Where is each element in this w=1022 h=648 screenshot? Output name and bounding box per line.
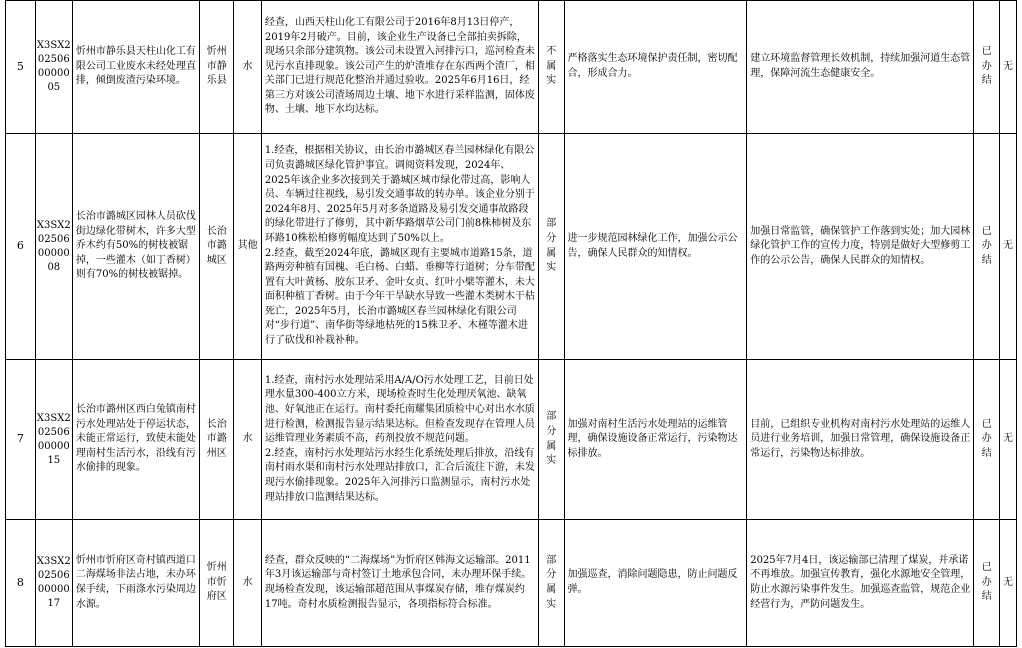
problem-description: 长治市潞州区西白兔镇南村污水处理站处于停运状态，未能正常运行，致使未能处理南村生活污水，沿线有污水偷排的现象。: [72, 360, 199, 520]
problem-description: 忻州市忻府区奇村镇西道口二海煤场非法占地，未办环保手续，下雨涤水污染周边水源。: [72, 520, 199, 647]
findings-paragraph: 经查，群众反映的“二海煤场”为忻府区韩海文运输部。2011年3月该运输部与奇村签订土地承包合同，未办理环保手续。现场检查发现，该运输部超范围从事煤炭存储，堆存煤炭约17吨。奇村水质检测报告显示，各项指标符合标准。: [264, 554, 532, 610]
status: 已办结: [974, 134, 999, 360]
case-code: X3SX2025060000015: [35, 360, 72, 520]
table-row: [6, 1, 1017, 134]
case-code: X3SX2025060000008: [35, 134, 72, 360]
investigation-findings: [261, 1, 538, 134]
table-row: [6, 134, 1017, 360]
rectification-measures: 加强对南村生活污水处理站的运维管理，确保设施设备正常运行，污染物达标排放。: [564, 360, 747, 520]
long-term-mechanism: 加强日常监管，确保管护工作落到实处；加大园林绿化管护工作的宣传力度，特别是做好大型修剪工作的公示公告，确保人民群众的知情权。: [747, 134, 974, 360]
rectification-measures: 进一步规范园林绿化工作，加强公示公告，确保人民群众的知情权。: [564, 134, 747, 360]
pollution-type: 水: [234, 360, 262, 520]
pollution-type: 水: [234, 1, 262, 134]
pollution-type: 其他: [234, 134, 262, 360]
rectification-measures: 严格落实生态环境保护责任制，密切配合，形成合力。: [564, 1, 747, 134]
problem-description: 忻州市静乐县天柱山化工有限公司工业废水未经处理直排，倾倒废渣污染环境。: [72, 1, 199, 134]
verdict: 部分属实: [539, 134, 564, 360]
investigation-findings: [261, 360, 538, 520]
long-term-mechanism: 2025年7月4日，该运输部已清理了煤炭，并承诺不再堆放。加强宣传教育，强化水源地安全管理，防止水源污染事件发生。加强巡查监管，规范企业经营行为，严防问题发生。: [747, 520, 974, 647]
findings-paragraph: 1.经查，南村污水处理站采用A/A/O污水处理工艺，目前日处理水量300-400立方米，现场检查时生化处理厌氧池、缺氧池、好氧池正在运行。南村委托南耀集团质检中心对出水水质进行检测，检测报告显示结果达标。但检查发现存在管理人员运维管理业务素质不高，药剂投放不规范问题。: [264, 374, 535, 445]
accountability: 无: [999, 1, 1016, 134]
rectification-measures: 加强巡查，消除问题隐患，防止问题反弹。: [564, 520, 747, 647]
admin-area: 长治市潞城区: [200, 134, 234, 360]
findings-paragraph: 1.经查，根据相关协议，由长治市潞城区春兰园林绿化有限公司负责潞城区绿化管护事宜。调阅资料发现，2024年、2025年该企业多次接到关于潞城区城市绿化带过高，影响人员、车辆过往视线，易引发交通事故的转办单。该企业分别于2024年8月、2025年5月对多条道路及易引发交通事故路段的绿化带进行了修剪，其中新华路烟草公司门前8株柿树及东环路10株松柏修剪幅度达到了50%以上。: [264, 145, 535, 244]
admin-area: 长治市潞州区: [200, 360, 234, 520]
admin-area: 忻州市静乐县: [200, 1, 234, 134]
table-row: [6, 360, 1017, 520]
findings-paragraph: 2.经查，南村污水处理站污水经生化系统处理后排放，沿线有南村雨水渠和南村污水处理站排放口，汇合后流往下游，未发现污水偷排现象。2025年入河排污口监测显示，南村污水处理站排放口监测结果达标。: [264, 447, 535, 503]
row-number: 6: [6, 134, 36, 360]
row-number: 7: [6, 360, 36, 520]
case-table: [5, 0, 1017, 647]
table-row: [6, 520, 1017, 647]
accountability: 无: [999, 134, 1016, 360]
investigation-findings: [261, 520, 538, 647]
case-code: X3SX2025060000005: [35, 1, 72, 134]
accountability: 无: [999, 360, 1016, 520]
pollution-type: 水: [234, 520, 262, 647]
row-number: 8: [6, 520, 36, 647]
verdict: 不属实: [539, 1, 564, 134]
row-number: 5: [6, 1, 36, 134]
status: 已办结: [974, 360, 999, 520]
investigation-findings: [261, 134, 538, 360]
long-term-mechanism: 目前，已组织专业机构对南村污水处理站的运维人员进行业务培训，加强日常管理，确保设施设备正常运行，污染物达标排放。: [747, 360, 974, 520]
accountability: 无: [999, 520, 1016, 647]
verdict: 部分属实: [539, 520, 564, 647]
verdict: 部分属实: [539, 360, 564, 520]
findings-paragraph: 经查，山西天柱山化工有限公司于2016年8月13日停产，2019年2月破产。目前，该企业生产设备已全部拍卖拆除，现场只余部分建筑物。该公司未设置入河排污口，巡河检查未见污水直排现象。该公司产生的炉渣堆存在东西两个渣厂，相关部门已进行规范化整治并通过验收。2025年6月16日，经第三方对该公司渣场周边土壤、地下水进行采样监测，固体废物、土壤、地下水均达标。: [264, 16, 535, 116]
problem-description: 长治市潞城区园林人员砍伐街边绿化带树木，许多大型乔木约有50%的树枝被锯掉，一些灌木（如丁香树）则有70%的树枝被锯掉。: [72, 134, 199, 360]
case-code: X3SX2025060000017: [35, 520, 72, 647]
long-term-mechanism: 建立环境监督管理长效机制，持续加强河道生态管理，保障河流生态健康安全。: [747, 1, 974, 134]
admin-area: 忻州市忻府区: [200, 520, 234, 647]
status: 已办结: [974, 1, 999, 134]
status: 已办结: [974, 520, 999, 647]
findings-paragraph: 2.经查，截至2024年底，潞城区现有主要城市道路15条，道路两旁种植有国槐、毛白杨、白蜡、垂柳等行道树；分车带配置有大叶黄杨、胶东卫矛、金叶女贞、红叶小檗等灌木，未大面积种植丁香树。由于今年干旱缺水导致一些灌木类树木干枯死亡，2025年5月，长治市潞城区春兰园林绿化有限公司对“步行道”、南华街等绿地枯死的15株卫矛、木槿等灌木进行了砍伐和补栽补种。: [264, 247, 535, 347]
